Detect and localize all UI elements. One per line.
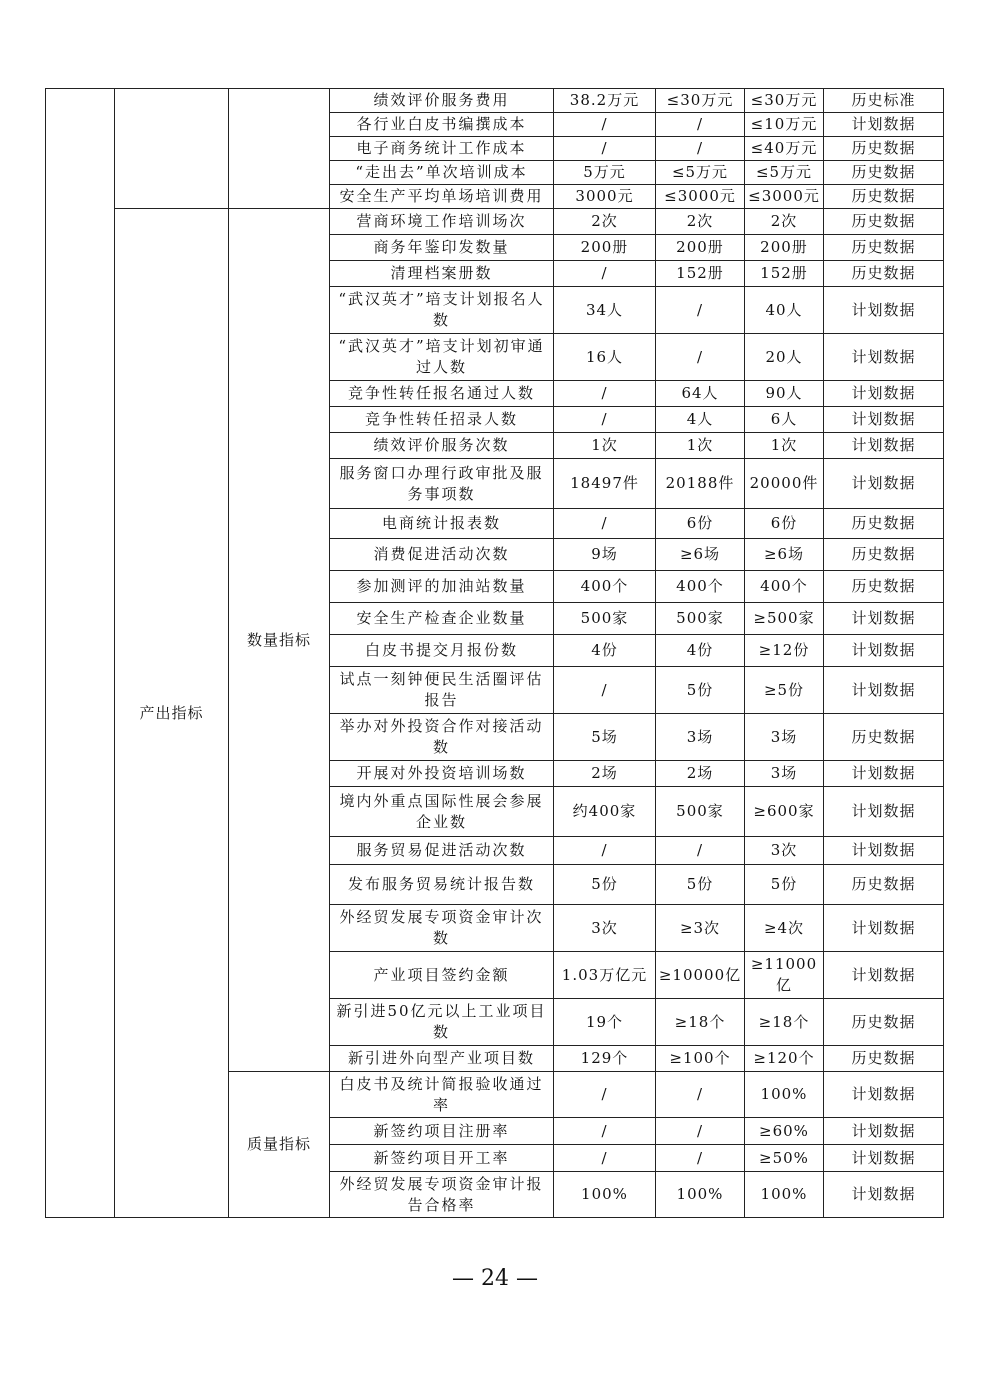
value-current: 64人 bbox=[656, 381, 745, 407]
table-row bbox=[46, 209, 944, 235]
data-source-note: 历史数据 bbox=[824, 539, 944, 571]
value-target: 1次 bbox=[745, 433, 824, 459]
value-current: 400个 bbox=[656, 571, 745, 603]
data-source-note: 计划数据 bbox=[824, 1172, 944, 1218]
value-current: 1次 bbox=[656, 433, 745, 459]
value-prior: 约400家 bbox=[554, 787, 656, 837]
value-prior: 9场 bbox=[554, 539, 656, 571]
data-source-note: 计划数据 bbox=[824, 113, 944, 137]
value-target: ≥60% bbox=[745, 1118, 824, 1145]
data-source-note: 历史数据 bbox=[824, 509, 944, 539]
indicator-name: 发布服务贸易统计报告数 bbox=[330, 865, 554, 905]
data-source-note: 计划数据 bbox=[824, 334, 944, 381]
data-source-note: 历史数据 bbox=[824, 235, 944, 261]
quantity-indicator-label: 数量指标 bbox=[229, 209, 330, 1072]
value-current: ≤30万元 bbox=[656, 89, 745, 113]
indicator-name: 安全生产平均单场培训费用 bbox=[330, 185, 554, 209]
data-source-note: 历史数据 bbox=[824, 209, 944, 235]
data-source-note: 计划数据 bbox=[824, 761, 944, 787]
data-source-note: 历史数据 bbox=[824, 999, 944, 1046]
value-target: 5份 bbox=[745, 865, 824, 905]
value-current: / bbox=[656, 334, 745, 381]
data-source-note: 历史数据 bbox=[824, 161, 944, 185]
value-current: ≤5万元 bbox=[656, 161, 745, 185]
value-prior: / bbox=[554, 509, 656, 539]
value-target: 6份 bbox=[745, 509, 824, 539]
value-target: 2次 bbox=[745, 209, 824, 235]
table-row bbox=[46, 89, 944, 113]
page-number: — 24 — bbox=[452, 1266, 538, 1291]
data-source-note: 计划数据 bbox=[824, 287, 944, 334]
indicator-name: 新引进外向型产业项目数 bbox=[330, 1046, 554, 1072]
value-target: 3场 bbox=[745, 714, 824, 761]
value-prior: / bbox=[554, 1118, 656, 1145]
value-prior: 3次 bbox=[554, 905, 656, 952]
value-current: / bbox=[656, 287, 745, 334]
data-source-note: 计划数据 bbox=[824, 787, 944, 837]
value-prior: / bbox=[554, 407, 656, 433]
value-target: ≤30万元 bbox=[745, 89, 824, 113]
value-prior: 38.2万元 bbox=[554, 89, 656, 113]
value-target: ≥120个 bbox=[745, 1046, 824, 1072]
value-current: 4份 bbox=[656, 635, 745, 667]
value-prior: 1次 bbox=[554, 433, 656, 459]
indicator-name: 试点一刻钟便民生活圈评估报告 bbox=[330, 667, 554, 714]
value-current: / bbox=[656, 1145, 745, 1172]
value-prior: / bbox=[554, 1145, 656, 1172]
indicator-name: 清理档案册数 bbox=[330, 261, 554, 287]
value-target: 40人 bbox=[745, 287, 824, 334]
value-current: ≥10000亿 bbox=[656, 952, 745, 999]
indicator-name: 各行业白皮书编撰成本 bbox=[330, 113, 554, 137]
data-source-note: 计划数据 bbox=[824, 407, 944, 433]
value-current: ≥6场 bbox=[656, 539, 745, 571]
value-prior: 5场 bbox=[554, 714, 656, 761]
indicator-name: 商务年鉴印发数量 bbox=[330, 235, 554, 261]
value-current: / bbox=[656, 1118, 745, 1145]
data-source-note: 历史数据 bbox=[824, 261, 944, 287]
data-source-note: 历史数据 bbox=[824, 137, 944, 161]
value-prior: 34人 bbox=[554, 287, 656, 334]
value-target: ≥11000亿 bbox=[745, 952, 824, 999]
indicator-name: 服务贸易促进活动次数 bbox=[330, 837, 554, 865]
value-target: 6人 bbox=[745, 407, 824, 433]
indicator-name: 竞争性转任招录人数 bbox=[330, 407, 554, 433]
value-target: 3次 bbox=[745, 837, 824, 865]
value-target: 200册 bbox=[745, 235, 824, 261]
value-prior: 129个 bbox=[554, 1046, 656, 1072]
value-current: 20188件 bbox=[656, 459, 745, 509]
value-target: 100% bbox=[745, 1172, 824, 1218]
value-prior: 3000元 bbox=[554, 185, 656, 209]
value-prior: / bbox=[554, 137, 656, 161]
indicator-table bbox=[45, 88, 944, 1218]
value-target: ≤3000元 bbox=[745, 185, 824, 209]
value-current: 3场 bbox=[656, 714, 745, 761]
indicator-name: 营商环境工作培训场次 bbox=[330, 209, 554, 235]
value-target: ≥600家 bbox=[745, 787, 824, 837]
indicator-name: 电子商务统计工作成本 bbox=[330, 137, 554, 161]
indicator-name: 白皮书提交月报份数 bbox=[330, 635, 554, 667]
value-target: ≥12份 bbox=[745, 635, 824, 667]
value-prior: / bbox=[554, 667, 656, 714]
indicator-name: 开展对外投资培训场数 bbox=[330, 761, 554, 787]
quality-indicator-label: 质量指标 bbox=[229, 1072, 330, 1218]
value-target: ≥18个 bbox=[745, 999, 824, 1046]
data-source-note: 历史标准 bbox=[824, 89, 944, 113]
indicator-name: 竞争性转任报名通过人数 bbox=[330, 381, 554, 407]
data-source-note: 计划数据 bbox=[824, 635, 944, 667]
category-cell-blank bbox=[46, 89, 115, 1218]
data-source-note: 历史数据 bbox=[824, 865, 944, 905]
value-current: 6份 bbox=[656, 509, 745, 539]
value-target: 100% bbox=[745, 1072, 824, 1118]
value-target: ≤40万元 bbox=[745, 137, 824, 161]
indicator-name: 境内外重点国际性展会参展企业数 bbox=[330, 787, 554, 837]
value-current: 5份 bbox=[656, 667, 745, 714]
data-source-note: 计划数据 bbox=[824, 603, 944, 635]
value-current: 2场 bbox=[656, 761, 745, 787]
value-current: / bbox=[656, 137, 745, 161]
value-target: ≥6场 bbox=[745, 539, 824, 571]
value-prior: 400个 bbox=[554, 571, 656, 603]
data-source-note: 历史数据 bbox=[824, 185, 944, 209]
value-prior: 5份 bbox=[554, 865, 656, 905]
value-current: ≥3次 bbox=[656, 905, 745, 952]
value-target: ≤10万元 bbox=[745, 113, 824, 137]
value-target: 90人 bbox=[745, 381, 824, 407]
value-target: ≥50% bbox=[745, 1145, 824, 1172]
indicator-name: “武汉英才”培支计划报名人数 bbox=[330, 287, 554, 334]
value-target: ≥4次 bbox=[745, 905, 824, 952]
value-target: ≥5份 bbox=[745, 667, 824, 714]
value-current: ≥100个 bbox=[656, 1046, 745, 1072]
value-prior: / bbox=[554, 113, 656, 137]
data-source-note: 计划数据 bbox=[824, 667, 944, 714]
value-prior: / bbox=[554, 261, 656, 287]
data-source-note: 计划数据 bbox=[824, 1118, 944, 1145]
indicator-name: 参加测评的加油站数量 bbox=[330, 571, 554, 603]
data-source-note: 计划数据 bbox=[824, 837, 944, 865]
value-prior: 200册 bbox=[554, 235, 656, 261]
value-prior: / bbox=[554, 837, 656, 865]
value-current: 200册 bbox=[656, 235, 745, 261]
indicator-name: 外经贸发展专项资金审计次数 bbox=[330, 905, 554, 952]
indicator-name: 电商统计报表数 bbox=[330, 509, 554, 539]
data-source-note: 计划数据 bbox=[824, 459, 944, 509]
value-target: 3场 bbox=[745, 761, 824, 787]
value-current: 5份 bbox=[656, 865, 745, 905]
value-prior: 19个 bbox=[554, 999, 656, 1046]
value-current: ≥18个 bbox=[656, 999, 745, 1046]
data-source-note: 历史数据 bbox=[824, 1046, 944, 1072]
indicator-name: 举办对外投资合作对接活动数 bbox=[330, 714, 554, 761]
data-source-note: 历史数据 bbox=[824, 714, 944, 761]
data-source-note: 历史数据 bbox=[824, 571, 944, 603]
data-source-note: 计划数据 bbox=[824, 905, 944, 952]
indicator-name: 消费促进活动次数 bbox=[330, 539, 554, 571]
indicator-name: 绩效评价服务次数 bbox=[330, 433, 554, 459]
value-prior: 2次 bbox=[554, 209, 656, 235]
data-source-note: 计划数据 bbox=[824, 952, 944, 999]
value-target: 152册 bbox=[745, 261, 824, 287]
value-target: 20000件 bbox=[745, 459, 824, 509]
subcategory-cell-blank bbox=[115, 89, 229, 209]
value-current: / bbox=[656, 837, 745, 865]
data-source-note: 计划数据 bbox=[824, 381, 944, 407]
indicator-name: 新引进50亿元以上工业项目数 bbox=[330, 999, 554, 1046]
value-target: ≥500家 bbox=[745, 603, 824, 635]
value-target: 20人 bbox=[745, 334, 824, 381]
value-current: 152册 bbox=[656, 261, 745, 287]
value-prior: 16人 bbox=[554, 334, 656, 381]
indicator-name: “武汉英才”培支计划初审通过人数 bbox=[330, 334, 554, 381]
value-prior: 1.03万亿元 bbox=[554, 952, 656, 999]
indicator-type-cell-blank bbox=[229, 89, 330, 209]
value-target: 400个 bbox=[745, 571, 824, 603]
indicator-name: 白皮书及统计简报验收通过率 bbox=[330, 1072, 554, 1118]
value-current: 500家 bbox=[656, 603, 745, 635]
value-prior: 4份 bbox=[554, 635, 656, 667]
indicator-name: 新签约项目开工率 bbox=[330, 1145, 554, 1172]
value-prior: 2场 bbox=[554, 761, 656, 787]
indicator-name: 产业项目签约金额 bbox=[330, 952, 554, 999]
value-prior: 5万元 bbox=[554, 161, 656, 185]
value-current: / bbox=[656, 113, 745, 137]
value-current: 500家 bbox=[656, 787, 745, 837]
indicator-name: 服务窗口办理行政审批及服务事项数 bbox=[330, 459, 554, 509]
data-source-note: 计划数据 bbox=[824, 1145, 944, 1172]
value-current: 4人 bbox=[656, 407, 745, 433]
value-prior: 500家 bbox=[554, 603, 656, 635]
output-indicator-label: 产出指标 bbox=[115, 209, 229, 1218]
data-source-note: 计划数据 bbox=[824, 1072, 944, 1118]
indicator-table-body bbox=[46, 89, 944, 1218]
value-prior: 100% bbox=[554, 1172, 656, 1218]
indicator-name: “走出去”单次培训成本 bbox=[330, 161, 554, 185]
value-current: 2次 bbox=[656, 209, 745, 235]
value-current: ≤3000元 bbox=[656, 185, 745, 209]
value-prior: / bbox=[554, 381, 656, 407]
indicator-name: 新签约项目注册率 bbox=[330, 1118, 554, 1145]
data-source-note: 计划数据 bbox=[824, 433, 944, 459]
indicator-name: 外经贸发展专项资金审计报告合格率 bbox=[330, 1172, 554, 1218]
value-prior: / bbox=[554, 1072, 656, 1118]
value-prior: 18497件 bbox=[554, 459, 656, 509]
value-current: 100% bbox=[656, 1172, 745, 1218]
indicator-name: 绩效评价服务费用 bbox=[330, 89, 554, 113]
value-current: / bbox=[656, 1072, 745, 1118]
indicator-name: 安全生产检查企业数量 bbox=[330, 603, 554, 635]
value-target: ≤5万元 bbox=[745, 161, 824, 185]
